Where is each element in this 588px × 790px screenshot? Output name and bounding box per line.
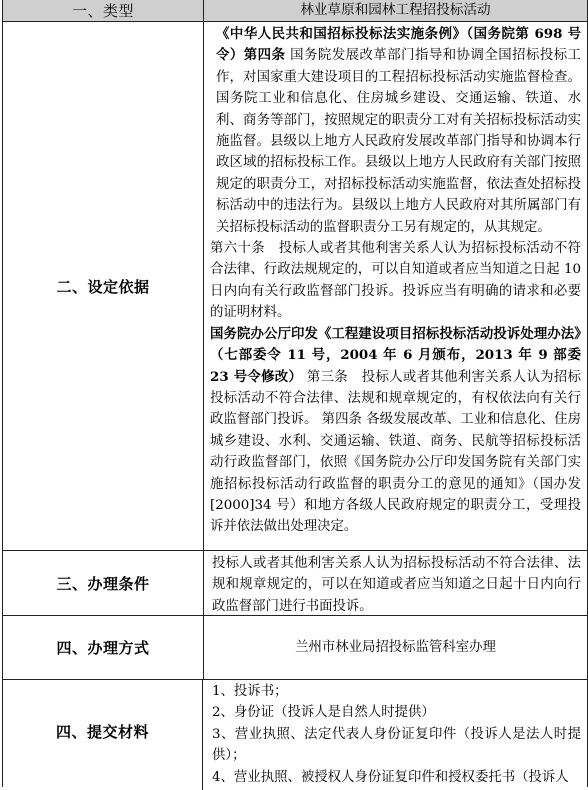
conditions-text: 投标人或者其他利害关系人认为招标投标活动不符合法律、法规和规章规定的，可以在知道或者应当知道之日起十日内向行政监督部门进行书面投诉。 xyxy=(212,556,581,614)
material-item-3: 3、营业执照、法定代表人身份证复印件（投诉人是法人时提供）； xyxy=(212,726,581,764)
regulation-title-1: 《中华人民共和国招标投标法实施条例》（国务院第 698 号令）第四条 xyxy=(216,26,581,64)
type-value: 林业草原和园林工程招投标活动 xyxy=(300,1,491,18)
materials-label: 四、提交材料 xyxy=(3,680,203,790)
regulation-title-3: 国务院办公厅印发《工程建设项目招标投标活动投诉处理办法》（七部委令 11 号，2004 年 6 月颁布，2013 年 9 部委 23 号令修改） xyxy=(210,325,581,385)
conditions-label: 三、办理条件 xyxy=(3,551,204,615)
materials-list xyxy=(204,680,587,790)
basis-paragraph-3 xyxy=(210,324,581,538)
procedure-table xyxy=(2,0,588,787)
regulation-text-1: 国务院发展改革部门指导和协调全国招标投标工作，对国家重大建设项目的工程招标投标活动实施监督检查。国务院工业和信息化、住房城乡建设、交通运输、铁道、水利、商务等部门，按照规定的职责分工对有关招标投标活动实施监督。县级以上地方人民政府发展改革部门指导和协调本行政区域的招标投标工作。县级以上地方人民政府有关部门按照规定的职责分工，对招标投标活动实施监督，依法查处招标投标活动中的违法行为。县级以上地方人民政府对其所属部门有关招标投标活动的监督职责分工另有规定的，从其规定。 xyxy=(216,48,582,235)
basis-content xyxy=(204,22,587,550)
conditions-row xyxy=(3,551,587,616)
method-label: 四、办理方式 xyxy=(3,616,204,679)
materials-row xyxy=(3,680,587,790)
basis-row xyxy=(3,22,587,551)
material-item-1: 1、投诉书； xyxy=(212,684,288,699)
basis-paragraph-1 xyxy=(216,24,581,238)
material-item-4: 4、营业执照、被授权人身份证复印件和授权委托书（投诉人 xyxy=(212,769,569,785)
regulation-text-3: 第三条 投标人或者其他利害关系人认为招标投标活动不符合法律、法规和规章规定的，有权依法向有关行政监督部门投诉。 第四条 各级发展改革、工业和信息化、住房城乡建设、水利、交通运输、铁道、商务、民航等招标投标活动行政监督部门，依照《国务院办公厅印发国务院有关部门实施招标投标活动行政监督的职责分工的意见的通知》（国办发[2000]34 号）和地方各级人民政府规定的职责分工，受理投诉并依法做出处理决定。 xyxy=(210,369,582,535)
method-row xyxy=(3,616,587,680)
type-label: 一、类型 xyxy=(3,0,204,21)
basis-paragraph-2 xyxy=(210,238,581,324)
type-row xyxy=(3,0,587,22)
material-item-2: 2、身份证（投诉人是自然人时提供） xyxy=(212,705,435,721)
basis-label: 二、设定依据 xyxy=(3,22,204,550)
method-text: 兰州市林业局招投标监管科室办理 xyxy=(295,639,496,655)
regulation-text-2: 第六十条 投标人或者其他利害关系人认为招标投标活动不符合法律、行政法规规定的，可以自知道或者应当知道之日起 10 日内向有关行政监督部门投诉。投诉应当有明确的请求和必要的证明材料。 xyxy=(210,241,581,321)
